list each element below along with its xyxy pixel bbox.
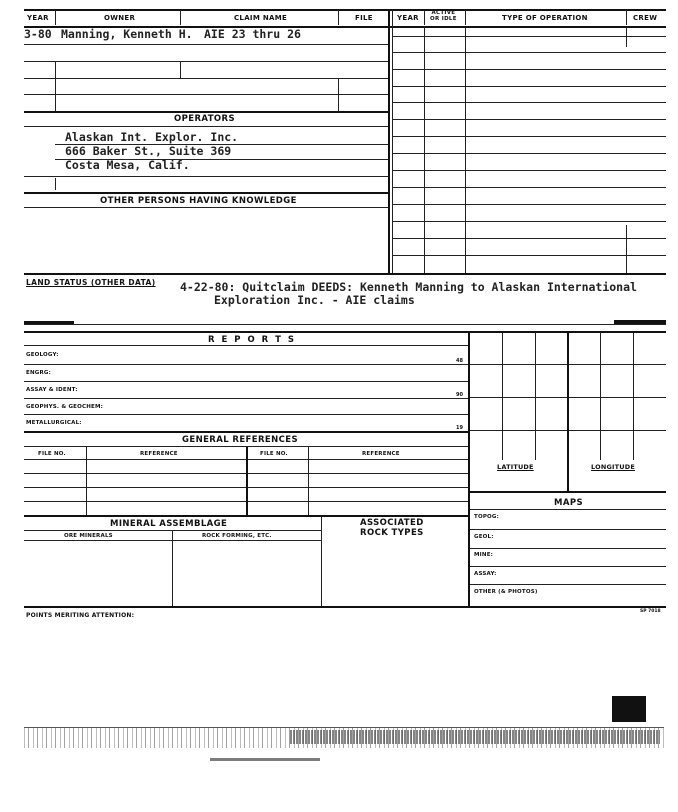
main-divider [388,9,390,274]
operators-title: OPERATORS [174,114,236,124]
operator-line-1: Alaskan Int. Explor. Inc. [65,130,239,144]
ref-col-file-no-1: FILE NO. [38,451,66,457]
ref-col-file-no-2: FILE NO. [260,451,288,457]
land-status-line-1: 4-22-80: Quitclaim DEEDS: Kenneth Manning to Alaskan International [180,280,637,294]
maps-mine: MINE: [474,552,494,558]
land-status-label: LAND STATUS (OTHER DATA) [26,278,156,287]
col-year2-header: YEAR [397,14,419,22]
entry-year: 3-80 [24,27,52,41]
report-metallurgical: METALLURGICAL: [26,420,82,426]
other-persons-title: OTHER PERSONS HAVING KNOWLEDGE [100,196,297,206]
col-type-operation-header: TYPE OF OPERATION [502,14,588,22]
scan-noise-dense [290,730,660,744]
latitude-label: LATITUDE [497,463,534,471]
longitude-label: LONGITUDE [591,463,635,471]
report-engrg: ENGRG: [26,370,52,376]
col-crew-header: CREW [633,14,658,22]
report-geophys: GEOPHYS. & GEOCHEM: [26,404,104,410]
operator-line-3: Costa Mesa, Calif. [65,158,190,172]
maps-topog: TOPOG: [474,514,500,520]
rock-forming-label: ROCK FORMING, ETC. [202,533,272,539]
report-assay: ASSAY & IDENT: [26,387,78,393]
general-references-title: GENERAL REFERENCES [182,435,298,445]
owner-name: Manning, Kenneth H. [61,27,193,41]
mineral-assemblage-title: MINERAL ASSEMBLAGE [110,519,228,529]
operator-line-2: 666 Baker St., Suite 369 [65,144,232,158]
maps-assay: ASSAY: [474,571,497,577]
maps-other: OTHER (& PHOTOS) [474,589,538,595]
form-code: SP 7018 [640,609,661,614]
col-year-header: YEAR [27,14,49,22]
report-metallurgical-num: 19 [456,425,463,431]
col-file-header: FILE [355,14,373,22]
land-status-line-2: Exploration Inc. - AIE claims [214,293,415,307]
report-geology-num: 48 [456,358,463,364]
report-geology: GEOLOGY: [26,352,59,358]
maps-title: MAPS [554,498,583,508]
ref-col-reference-1: REFERENCE [140,451,178,457]
points-meriting-attention: POINTS MERITING ATTENTION: [26,612,135,619]
claim-name: AIE 23 thru 26 [204,27,301,41]
col-active-idle-header: ACTIVE OR IDLE [430,10,457,22]
col-claim-name-header: CLAIM NAME [234,14,288,22]
ref-col-reference-2: REFERENCE [362,451,400,457]
scan-artifact-block [612,696,646,722]
ore-minerals-label: ORE MINERALS [64,533,113,539]
report-assay-num: 90 [456,392,463,398]
reports-title: R E P O R T S [208,335,297,345]
header-top-rule [24,9,666,11]
associated-rock-types: ASSOCIATED ROCK TYPES [360,518,424,538]
col-owner-header: OWNER [104,14,136,22]
maps-geol: GEOL: [474,534,494,540]
